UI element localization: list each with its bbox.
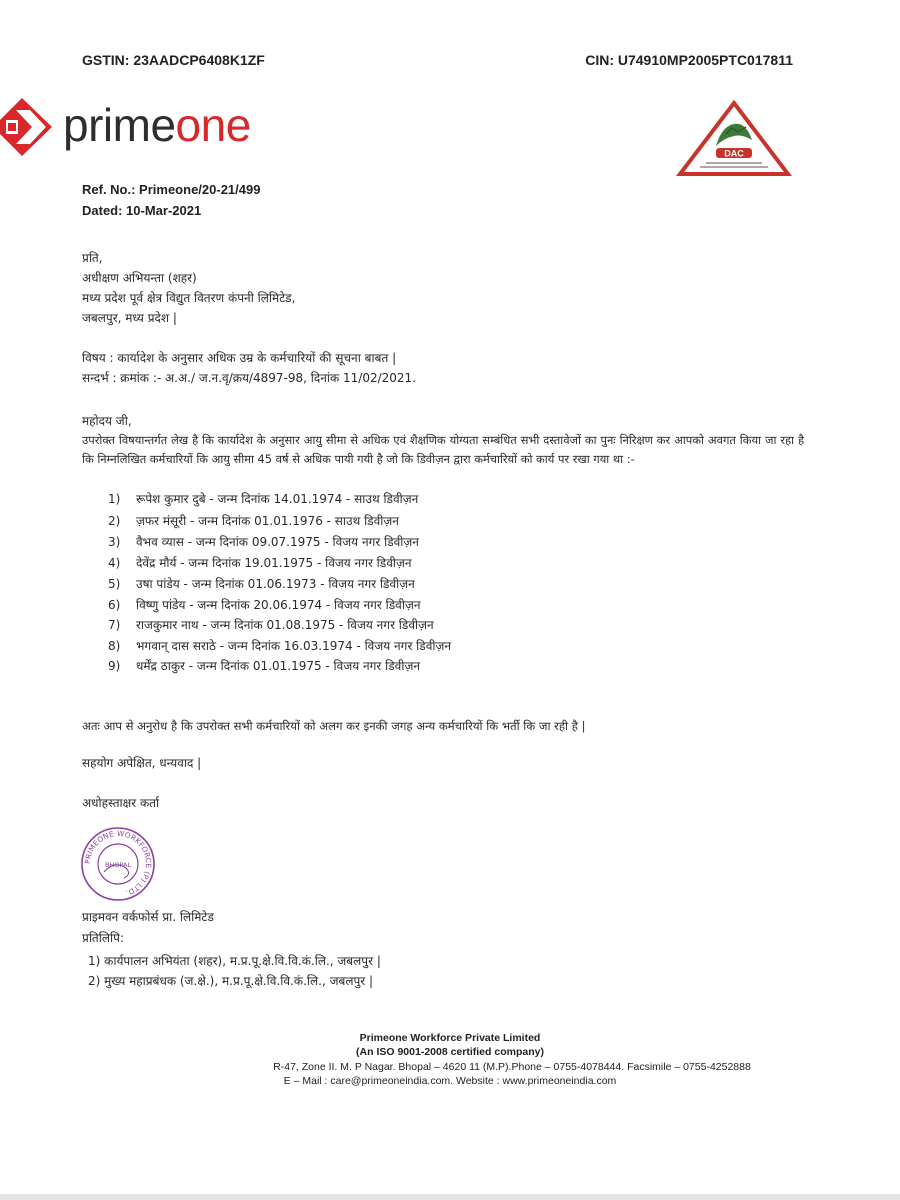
recipient-title: अधीक्षण अभियन्ता (शहर): [82, 271, 197, 285]
list-item: 8) भगवान् दास सराठे - जन्म दिनांक 16.03.1974 - विजय नगर डिवीज़न: [108, 639, 452, 653]
footer-address: R-47, Zone II. M. P Nagar. Bhopal – 4620 11 (M.P).Phone – 0755-4078444. Facsimile – 0755-4252888: [273, 1061, 751, 1073]
list-item: 1) कार्यपालन अभियंता (शहर), म.प्र.पू.क्षे.वि.वि.कं.लि., जबलपुर |: [88, 954, 381, 968]
recipient-prefix: प्रति,: [82, 251, 103, 265]
subject-line: विषय : कार्यादेश के अनुसार अधिक उम्र के कर्मचारियों की सूचना बाबत |: [82, 351, 397, 365]
footer-company-name: Primeone Workforce Private Limited: [359, 1032, 541, 1044]
list-item: 7) राजकुमार नाथ - जन्म दिनांक 01.08.1975 - विजय नगर डिवीज़न: [108, 618, 434, 632]
list-item: 2) मुख्य महाप्रबंधक (ज.क्षे.), म.प्र.पू.क्षे.वि.वि.कं.लि., जबलपुर |: [88, 974, 374, 988]
list-item: 1) रूपेश कुमार दुबे - जन्म दिनांक 14.01.1974 - साउथ डिवीज़न: [108, 492, 419, 506]
primeone-logo-mark-icon: [0, 96, 64, 158]
reference-line: सन्दर्भ : क्रमांक :- अ.अ./ ज.न.वृ/क्रय/4897-98, दिनांक 11/02/2021.: [82, 371, 416, 385]
stamp-text: PRIMEONE WORKFORCE (P) LTD.: [82, 828, 154, 898]
company-name-hindi: प्राइमवन वर्कफोर्स प्रा. लिमिटेड: [82, 910, 214, 924]
stamp-city: BHOPAL: [104, 861, 132, 869]
recipient-company: मध्य प्रदेश पूर्व क्षेत्र विद्युत वितरण कंपनी लिमिटेड,: [82, 291, 296, 305]
main-paragraph: उपरोक्त विषयान्तर्गत लेख है कि कार्यादेश के अनुसार आयु सीमा से अधिक एवं शैक्षणिक योग्यता सम्बंधित सभी दस्तावेजों का पुनः निरिक्षण कर आपको अवगत किया जा रहा है कि निम्नलिखित कर्मचारियों कि आयु सीमा 45 वर्ष से अधिक पायी गयी है जो कि डिवीज़न द्वारा कर्मचारियों को कार्य पर रखा गया था :-: [82, 433, 804, 466]
letter-date: Dated: 10-Mar-2021: [82, 203, 202, 218]
list-item: 5) उषा पांडेय - जन्म दिनांक 01.06.1973 - विजय नगर डिवीज़न: [108, 577, 415, 591]
gstin-number: GSTIN: 23AADCP6408K1ZF: [82, 52, 265, 68]
thanks-line: सहयोग अपेक्षित, धन्यवाद |: [82, 756, 202, 770]
list-item: 9) धर्मेंद्र ठाकुर - जन्म दिनांक 01.01.1975 - विजय नगर डिवीज़न: [108, 659, 421, 673]
signatory-label: अधोहस्ताक्षर कर्ता: [82, 796, 160, 810]
copy-label: प्रतिलिपि:: [82, 931, 124, 945]
dac-label: DAC: [724, 148, 744, 159]
list-item: 6) विष्णु पांडेय - जन्म दिनांक 20.06.1974 - विजय नगर डिवीज़न: [108, 598, 421, 612]
recipient-city: जबलपुर, मध्य प्रदेश |: [82, 311, 177, 325]
logo-text-one: one: [175, 99, 251, 151]
dac-emblem-icon: [676, 100, 792, 178]
company-stamp-icon: [80, 826, 156, 902]
page-bottom-edge: [0, 1194, 900, 1200]
list-item: 2) ज़फर मंसूरी - जन्म दिनांक 01.01.1976 - साउथ डिवीज़न: [108, 514, 399, 528]
footer-contact: E – Mail : care@primeoneindia.com. Website : www.primeoneindia.com: [283, 1075, 617, 1087]
subject-block: [82, 348, 416, 388]
request-paragraph: अतः आप से अनुरोध है कि उपरोक्त सभी कर्मचारियों को अलग कर इनकी जगह अन्य कर्मचारियों कि भर्ती कि जा रही है |: [82, 719, 586, 733]
recipient-block: [82, 248, 295, 328]
primeone-logo: [0, 96, 300, 158]
footer-iso-line: (An ISO 9001-2008 certified company): [356, 1046, 544, 1058]
salutation: महोदय जी,: [82, 414, 132, 428]
reference-number: Ref. No.: Primeone/20-21/499: [82, 182, 261, 197]
list-item: 3) वैभव व्यास - जन्म दिनांक 09.07.1975 - विजय नगर डिवीज़न: [108, 535, 419, 549]
list-item: 4) देवेंद्र मौर्य - जन्म दिनांक 19.01.1975 - विजय नगर डिवीज़न: [108, 556, 412, 570]
logo-text-prime: prime: [63, 99, 176, 151]
copy-list: [88, 951, 381, 991]
cin-number: CIN: U74910MP2005PTC017811: [585, 52, 793, 68]
